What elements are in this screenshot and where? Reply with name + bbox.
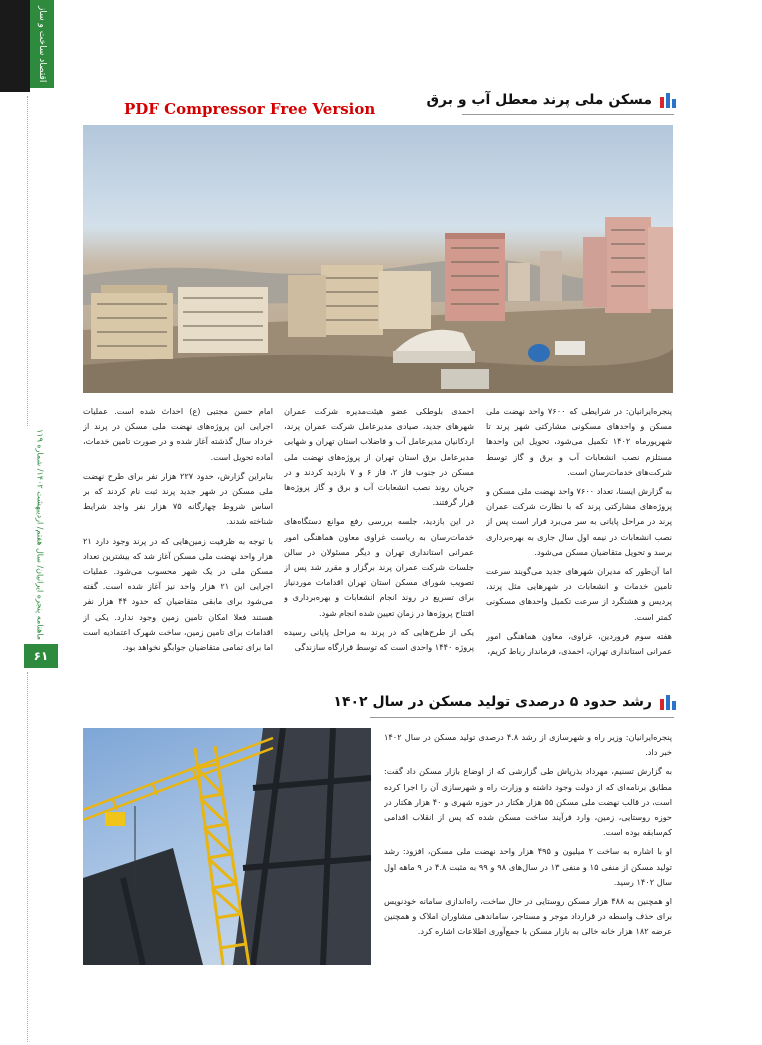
paragraph: بنابراین گزارش، حدود ۲۲۷ هزار نفر برای طرح نهضت ملی مسکن در شهر جدید پرند ثبت نام کردند که بر اساس شروط چهارگانه ۷۵ هزار نفر واجد شرایط شناخته شدند.: [83, 470, 273, 527]
article2-photo: [83, 728, 371, 965]
paragraph: به گزارش ایسنا، تعداد ۷۶۰۰ واحد نهضت ملی مسکن و پروژه‌های مشارکتی پرند که با نظارت شرکت عمران پرند در مراحل پایانی به سر می‌برد قرار است پس از نصب انشعابات در نیمه اول سال جاری به بهره‌برداری برسد و تحویل متقاضیان مسکن می‌شود.: [486, 486, 672, 557]
article2-title: رشد حدود ۵ درصدی تولید مسکن در سال ۱۴۰۲: [333, 694, 652, 710]
paragraph: پنجره‌ایرانیان: در شرایطی که ۷۶۰۰ واحد نهضت ملی مسکن و واحدهای مسکونی مشارکتی شهر پرند تا شهریورماه ۱۴۰۲ تکمیل می‌شود، تحویل این واحدها مستلزم نصب انشعابات آب و برق و گاز توسط شرکت‌های خدمات‌رسان است.: [486, 406, 672, 477]
paragraph: پنجره‌ایرانیان: وزیر راه و شهرسازی از رشد ۴.۸ درصدی تولید مسکن در سال ۱۴۰۲ خبر داد.: [384, 732, 672, 758]
issue-info: ماهنامه پنجره ایرانیان/ سال هفتم/ اردیبهشت ۱۴۰۲/ شماره ۱۱۹: [35, 429, 45, 641]
paragraph: او همچنین به ۴۸۸ هزار مسکن روستایی در حال ساخت، راه‌اندازی سامانه خودنویس برای حذف واسطه در قرارداد موجر و مستاجر، ساماندهی مشاوران املاک و همچنین عرضه ۱۸۲ هزار خانه خالی به بازار مسکن با جمع‌آوری اطلاعات اشاره کرد.: [384, 896, 672, 937]
margin-dotted-line: [27, 96, 28, 426]
article1-column-right: [486, 404, 672, 684]
paragraph: در این بازدید، جلسه بررسی رفع موانع دستگاه‌های خدمات‌رسان به ریاست غراوی معاون هماهنگی امور عمرانی استانداری تهران و دیگر مسئولان در سالن جلسات شرکت عمران پرند برگزار و مقرر شد پس از تصویب شورای مسکن استان تهران اقدامات موردنیاز برای تسریع در روند انجام انشعابات و بهره‌برداری و افتتاح پروژه‌ها در زمان تعیین شده انجام شود.: [284, 516, 474, 618]
article1-photo: [83, 125, 673, 393]
paragraph: هفته سوم فروردین، غراوی، معاون هماهنگی امور عمرانی استانداری تهران، احمدی، فرماندار رباط کریم،: [486, 630, 672, 657]
page-number: ۶۱: [24, 644, 58, 668]
paragraph: احمدی بلوطکی عضو هیئت‌مدیره شرکت عمران شهرهای جدید، صیادی مدیرعامل شرکت عمران پرند، اردکانیان مدیرعامل آب و فاضلاب استان تهران و شهابی مدیرعامل برق استان تهران از پروژه‌های نهضت ملی مسکن در جنوب فاز ۲، فاز ۶ و ۷ بازدید کردند و در جریان روند نصب انشعابات آب و برق و گاز پروژه‌ها قرار گرفتند.: [284, 406, 474, 508]
article2-headline: [333, 694, 676, 710]
margin-dotted-line-lower: [27, 672, 28, 1042]
headline-rule: [462, 114, 674, 115]
section-label-band: [30, 0, 54, 88]
paragraph: او با اشاره به ساخت ۲ میلیون و ۴۹۵ هزار واحد نهضت ملی مسکن، افزود: رشد تولید مسکن از منفی ۱۵ و منفی ۱۳ در سال‌های ۹۸ و ۹۹ به مثبت ۴.۸ در ۹ ماهه اول سال ۱۴۰۲ رسید.: [384, 846, 672, 887]
issue-info-vertical: [30, 430, 50, 640]
paragraph: یکی از طرح‌هایی که در پرند به مراحل پایانی رسیده پروژه ۱۴۴۰ واحدی است که توسط قرارگاه سازندگی: [284, 626, 474, 653]
article1-headline: [426, 92, 676, 108]
bar-chart-icon: [658, 694, 676, 710]
paragraph: اما آن‌طور که مدیران شهرهای جدید می‌گویند سرعت تامین خدمات و انشعابات در شهرهایی مثل پرند، پردیس و هشتگرد از سرعت تکمیل واحدهای مسکونی کمتر است.: [486, 566, 672, 622]
article1-title: مسکن ملی پرند معطل آب و برق: [426, 92, 652, 108]
headline-rule: [370, 717, 674, 718]
pdf-watermark: PDF Compressor Free Version: [124, 100, 376, 118]
paragraph: با توجه به ظرفیت زمین‌هایی که در پرند وجود دارد ۲۱ هزار واحد نهضت ملی مسکن آغاز شد که بیشترین تعداد مسکن ملی در یک شهر محسوب می‌شود. عملیات اجرایی این ۲۱ هزار واحد نیز آغاز شده است. گفته می‌شود برای مابقی متقاضیان که حدود ۴۴ هزار نفر هستند فعلا امکان تامین زمین وجود ندارد. یکی از اقدامات برای تامین زمین، ساخت شهرک اعتمادیه است اما برای تمامی متقاضیان جوابگو نخواهد بود.: [83, 535, 273, 653]
paragraph: امام حسن مجتبی (ع) احداث شده است. عملیات اجرایی این پروژه‌های نهضت ملی مسکن در پرند از خرداد سال گذشته آغاز شده و در صورت تامین خدمات، آماده تحویل است.: [83, 406, 273, 462]
bar-chart-icon: [658, 92, 676, 108]
article1-column-left: [83, 404, 273, 684]
section-label: اقتصاد ساخت و ساز: [37, 5, 47, 83]
paragraph: به گزارش تسنیم، مهرداد بذرپاش طی گزارشی که از اوضاع بازار مسکن داد گفت: مطابق برنامه‌ای که از دولت وجود داشته و وزارت راه و شهرسازی آن را اجرا کرده است، در قالب نهضت ملی مسکن ۵۵ هزار هکتار در حوزه شهری و ۴۰ هزار هکتار در حوزه روستایی، زمین، وارد فرآیند ساخت مسکن شده که پس از انقلاب اقدامی کم‌سابقه بوده است.: [384, 766, 672, 838]
page-corner-tab: [0, 0, 30, 92]
article2-body: [384, 730, 672, 966]
article1-column-middle: [284, 404, 474, 684]
